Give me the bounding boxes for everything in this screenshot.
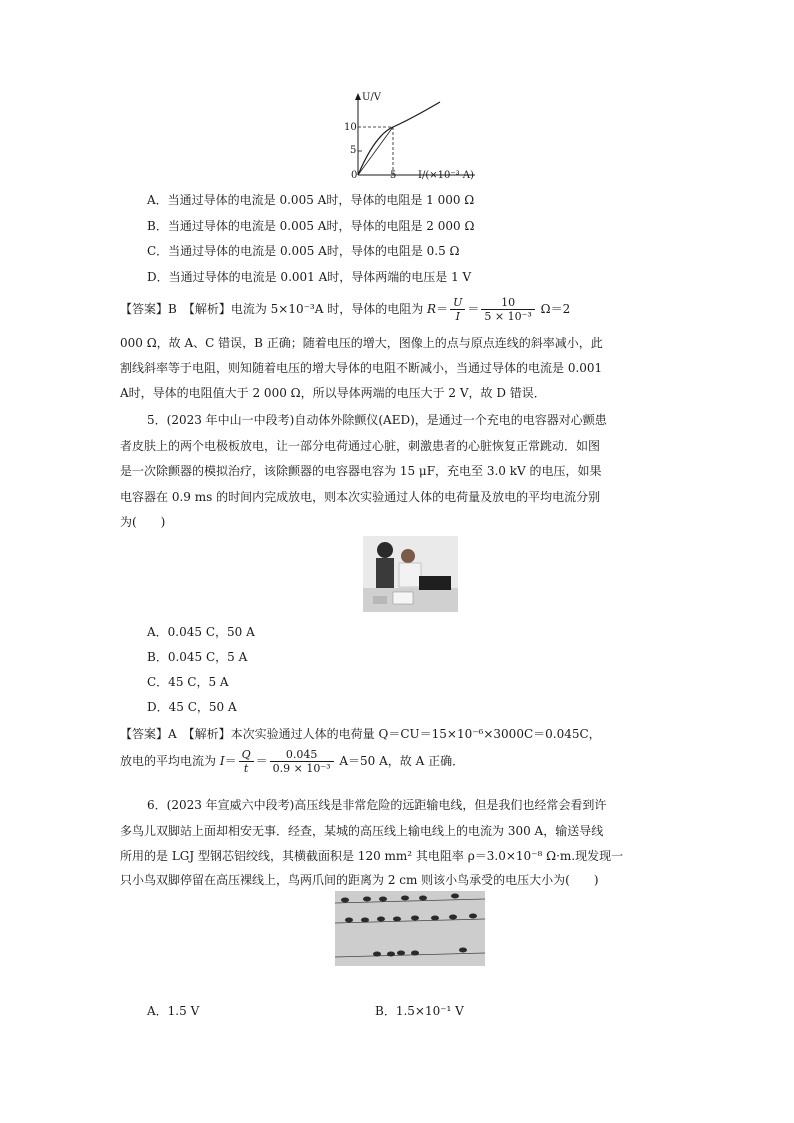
q5-option-c: C．45 C，5 A	[147, 675, 229, 689]
q5-stem-line2: 者皮肤上的两个电极板放电，让一部分电荷通过心脏，刺激患者的心脏恢复正常跳动．如图	[120, 439, 601, 453]
q4-answer-line1: 【答案】B 【解析】电流为 5×10⁻³A 时，导体的电阻为 R＝ $\frac{U}{I}$ ＝ $\frac{10}{\text{5 × 10⁻³}}$ Ω＝2	[120, 296, 571, 323]
q5-answer-prefix: 放电的平均电流为	[120, 754, 220, 768]
q6-option-a: A．1.5 V	[147, 1004, 200, 1018]
graph-origin: 0	[351, 170, 358, 181]
q6-stem-line3: 所用的是 LGJ 型钢芯铝绞线，其横截面积是 120 mm² 其电阻率 ρ＝3.0×10⁻⁸ Ω·m.现发现一	[120, 849, 624, 863]
q6-stem-line4: 只小鸟双脚停留在高压裸线上，鸟两爪间的距离为 2 cm 则该小鸟承受的电压大小为( )	[120, 873, 599, 887]
q4-frac-ui: $\frac{U}{I}$	[450, 296, 465, 323]
q5-stem-line1: 5．(2023 年中山一中段考)自动体外除颤仪(AED)，是通过一个充电的电容器对心颤患	[147, 413, 607, 427]
q5-answer-i: I	[219, 754, 225, 768]
q5-option-d: D．45 C，50 A	[147, 700, 237, 714]
q4-option-d: D．当通过导体的电流是 0.001 A时，导体两端的电压是 1 V	[147, 270, 472, 284]
graph-x-label: I/(×10⁻³ A)	[418, 170, 474, 181]
q5-frac-value: $\frac{0.045}{\text{0.9 × 10⁻³}}$	[270, 748, 334, 775]
q5-stem-line5: 为( )	[120, 515, 166, 529]
q4-option-b: B．当通过导体的电流是 0.005 A时，导体的电阻是 2 000 Ω	[147, 219, 475, 233]
tangent-line	[358, 127, 393, 175]
graph-y-tick-5: 5	[350, 145, 357, 156]
q6-stem-line1: 6．(2023 年宣威六中段考)高压线是非常危险的远距输电线，但是我们也经常会看到许	[147, 798, 607, 812]
q5-frac-qt: $\frac{Q}{t}$	[239, 748, 254, 775]
u-i-curve	[358, 102, 440, 175]
graph-y-tick-10: 10	[344, 122, 357, 133]
graph-x-tick-5: 5	[390, 170, 397, 181]
q4-answer-r: R	[427, 302, 437, 316]
q5-option-a: A．0.045 C，50 A	[147, 625, 255, 639]
q5-stem-line3: 是一次除颤器的模拟治疗，该除颤器的电容器电容为 15 μF，充电至 3.0 kV 的电压，如果	[120, 464, 602, 478]
q4-answer-line4: A时，导体的电阻值大于 2 000 Ω，所以导体两端的电压大于 2 V，故 D 错误．	[120, 386, 546, 400]
q4-option-c: C．当通过导体的电流是 0.005 A时，导体的电阻是 0.5 Ω	[147, 244, 460, 258]
q5-option-b: B．0.045 C，5 A	[147, 650, 248, 664]
q6-stem-line2: 多鸟儿双脚站上面却相安无事．经查，某城的高压线上输电线上的电流为 300 A，输送导线	[120, 824, 604, 838]
q6-option-b: B．1.5×10⁻¹ V	[375, 1004, 464, 1018]
q5-answer-tail: A＝50 A，故 A 正确．	[335, 754, 465, 768]
q4-frac-value: $\frac{10}{\text{5 × 10⁻³}}$	[481, 296, 534, 323]
q5-stem-line4: 电容器在 0.9 ms 的时间内完成放电，则本次实验通过人体的电荷量及放电的平均电流分别	[120, 490, 601, 504]
y-axis-arrow	[355, 93, 361, 100]
q5-answer-line2: 放电的平均电流为 I＝ $\frac{Q}{t}$ ＝ $\frac{0.045}{\text{0.9 × 10⁻³}}$ A＝50 A，故 A 正确．	[120, 748, 465, 775]
q4-answer-line3: 割线斜率等于电阻，则知随着电压的增大导体的电阻不断减小，当通过导体的电流是 0.001	[120, 361, 603, 375]
q4-answer-line2: 000 Ω，故 A、C 错误，B 正确；随着电压的增大，图像上的点与原点连线的斜率减小，此	[120, 336, 603, 350]
q4-answer-prefix: 【答案】B 【解析】电流为 5×10⁻³A 时，导体的电阻为	[120, 302, 428, 316]
graph-y-label: U/V	[362, 92, 382, 103]
birds-photo	[335, 891, 485, 966]
q4-answer-tail: Ω＝2	[536, 302, 571, 316]
q4-option-a: A．当通过导体的电流是 0.005 A时，导体的电阻是 1 000 Ω	[147, 193, 475, 207]
aed-photo	[363, 536, 458, 612]
q5-answer-line1: 【答案】A 【解析】本次实验通过人体的电荷量 Q＝CU＝15×10⁻⁶×3000C＝0.045C，	[120, 727, 601, 741]
